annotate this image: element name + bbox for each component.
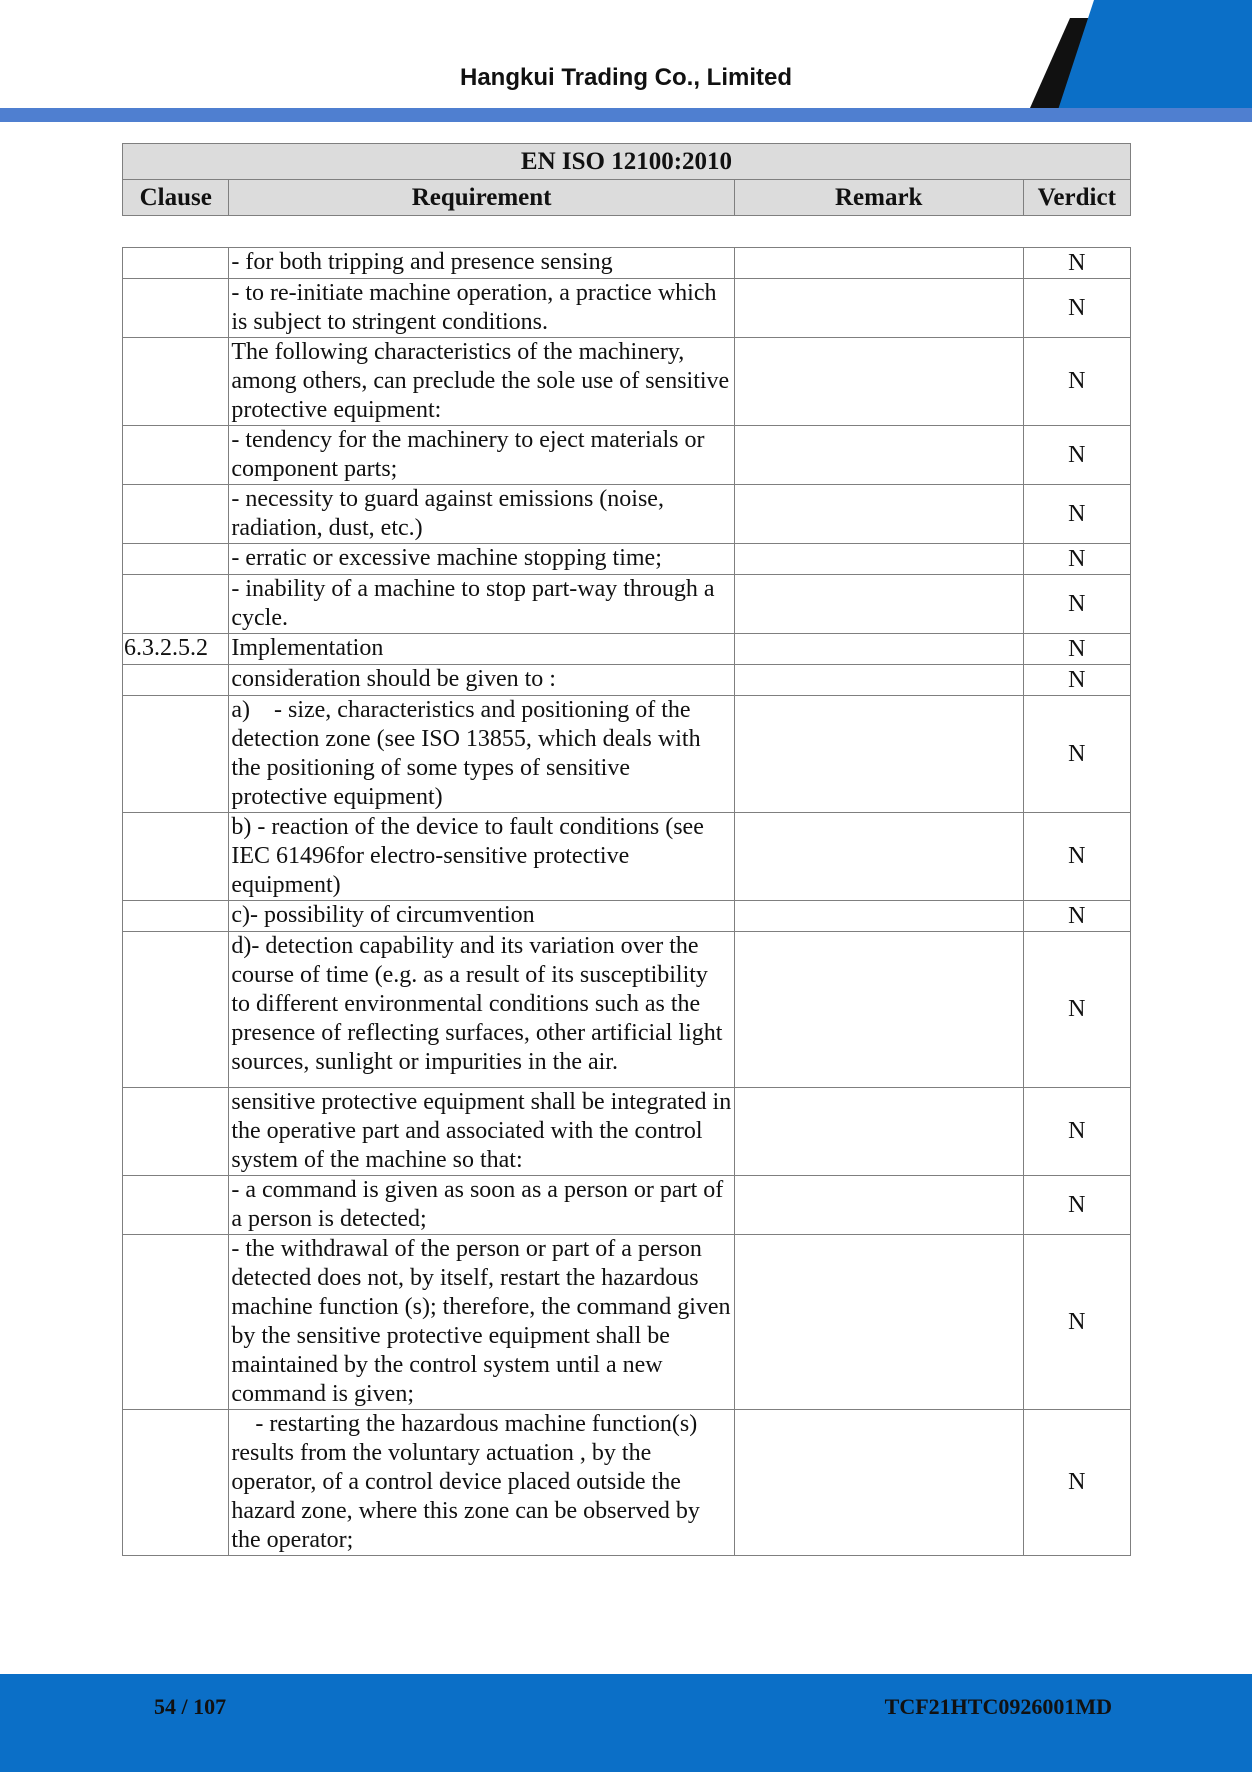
requirement-cell: sensitive protective equipment shall be integrated in the operative part and associated with the control system of the machine so that:	[229, 1088, 735, 1176]
table-row	[123, 338, 1131, 426]
verdict-cell: N	[1023, 575, 1130, 634]
clause-cell	[123, 575, 229, 634]
requirement-cell: - to re-initiate machine operation, a practice which is subject to stringent conditions.	[229, 279, 735, 338]
table-row	[123, 1176, 1131, 1235]
requirement-cell: consideration should be given to :	[229, 665, 735, 696]
remark-cell	[734, 248, 1023, 279]
table-row	[123, 901, 1131, 932]
clause-cell	[123, 665, 229, 696]
verdict-cell: N	[1023, 1088, 1130, 1176]
page-number: 54 / 107	[154, 1694, 227, 1719]
verdict-cell: N	[1023, 248, 1130, 279]
clause-cell	[123, 338, 229, 426]
remark-cell	[734, 338, 1023, 426]
column-verdict: Verdict	[1023, 180, 1130, 216]
clause-cell	[123, 1410, 229, 1556]
table-row	[123, 426, 1131, 485]
clause-cell	[123, 813, 229, 901]
requirement-cell: a) - size, characteristics and positioning of the detection zone (see ISO 13855, which deals with the positioning of some types of sensitive protective equipment)	[229, 696, 735, 813]
clause-cell	[123, 426, 229, 485]
requirement-cell: b) - reaction of the device to fault conditions (see IEC 61496for electro-sensitive protective equipment)	[229, 813, 735, 901]
company-name: Hangkui Trading Co., Limited	[459, 64, 792, 91]
verdict-cell: N	[1023, 901, 1130, 932]
verdict-cell: N	[1023, 1176, 1130, 1235]
remark-cell	[734, 932, 1023, 1088]
table-row	[123, 634, 1131, 665]
remark-cell	[734, 1410, 1023, 1556]
table-row	[123, 932, 1131, 1088]
requirement-cell: - necessity to guard against emissions (noise, radiation, dust, etc.)	[229, 485, 735, 544]
remark-cell	[734, 634, 1023, 665]
document-number: TCF21HTC0926001MD	[884, 1694, 1112, 1719]
requirement-cell: - erratic or excessive machine stopping time;	[229, 544, 735, 575]
table-row	[123, 248, 1131, 279]
requirement-cell: The following characteristics of the machinery, among others, can preclude the sole use of sensitive protective equipment:	[229, 338, 735, 426]
clause-cell	[123, 248, 229, 279]
verdict-cell: N	[1023, 485, 1130, 544]
remark-cell	[734, 696, 1023, 813]
table-row	[123, 1410, 1131, 1556]
table-row	[123, 696, 1131, 813]
column-remark: Remark	[734, 180, 1023, 216]
verdict-cell: N	[1023, 426, 1130, 485]
table-row	[123, 279, 1131, 338]
header-corner-graphic	[962, 0, 1252, 122]
clause-cell	[123, 485, 229, 544]
requirement-cell: - for both tripping and presence sensing	[229, 248, 735, 279]
verdict-cell: N	[1023, 813, 1130, 901]
remark-cell	[734, 485, 1023, 544]
requirements-table	[122, 247, 1131, 1556]
verdict-cell: N	[1023, 338, 1130, 426]
clause-cell	[123, 1176, 229, 1235]
table-row	[123, 813, 1131, 901]
verdict-cell: N	[1023, 665, 1130, 696]
table-row	[123, 665, 1131, 696]
remark-cell	[734, 575, 1023, 634]
requirement-cell: - inability of a machine to stop part-way through a cycle.	[229, 575, 735, 634]
remark-cell	[734, 813, 1023, 901]
clause-cell	[123, 932, 229, 1088]
table-header	[122, 143, 1131, 216]
clause-cell	[123, 901, 229, 932]
verdict-cell: N	[1023, 696, 1130, 813]
clause-cell	[123, 696, 229, 813]
requirement-cell: - restarting the hazardous machine function(s) results from the voluntary actuation , by the operator, of a control device placed outside the hazard zone, where this zone can be observed by the operator;	[229, 1410, 735, 1556]
clause-cell	[123, 1088, 229, 1176]
table-row	[123, 575, 1131, 634]
column-clause: Clause	[123, 180, 229, 216]
standard-title: EN ISO 12100:2010	[123, 144, 1131, 180]
verdict-cell: N	[1023, 279, 1130, 338]
remark-cell	[734, 665, 1023, 696]
clause-cell	[123, 279, 229, 338]
table-row	[123, 485, 1131, 544]
requirement-cell: c)- possibility of circumvention	[229, 901, 735, 932]
remark-cell	[734, 1235, 1023, 1410]
table-row	[123, 544, 1131, 575]
verdict-cell: N	[1023, 1235, 1130, 1410]
clause-cell	[123, 544, 229, 575]
verdict-cell: N	[1023, 932, 1130, 1088]
table-row	[123, 1235, 1131, 1410]
clause-cell	[123, 1235, 229, 1410]
verdict-cell: N	[1023, 544, 1130, 575]
clause-cell: 6.3.2.5.2	[123, 634, 229, 665]
requirement-cell: d)- detection capability and its variation over the course of time (e.g. as a result of its susceptibility to different environmental conditions such as the presence of reflecting surfaces, other artificial light sources, sunlight or impurities in the air.	[229, 932, 735, 1088]
requirement-cell: - tendency for the machinery to eject materials or component parts;	[229, 426, 735, 485]
remark-cell	[734, 1176, 1023, 1235]
requirement-cell: - a command is given as soon as a person or part of a person is detected;	[229, 1176, 735, 1235]
verdict-cell: N	[1023, 1410, 1130, 1556]
remark-cell	[734, 279, 1023, 338]
table-row	[123, 1088, 1131, 1176]
remark-cell	[734, 1088, 1023, 1176]
remark-cell	[734, 901, 1023, 932]
header-bar	[0, 108, 1252, 122]
requirement-cell: - the withdrawal of the person or part of a person detected does not, by itself, restart the hazardous machine function (s); therefore, the command given by the sensitive protective equipment shall be maintained by the control system until a new command is given;	[229, 1235, 735, 1410]
remark-cell	[734, 544, 1023, 575]
requirement-cell: Implementation	[229, 634, 735, 665]
page-footer	[0, 1674, 1252, 1772]
verdict-cell: N	[1023, 634, 1130, 665]
column-requirement: Requirement	[229, 180, 735, 216]
remark-cell	[734, 426, 1023, 485]
